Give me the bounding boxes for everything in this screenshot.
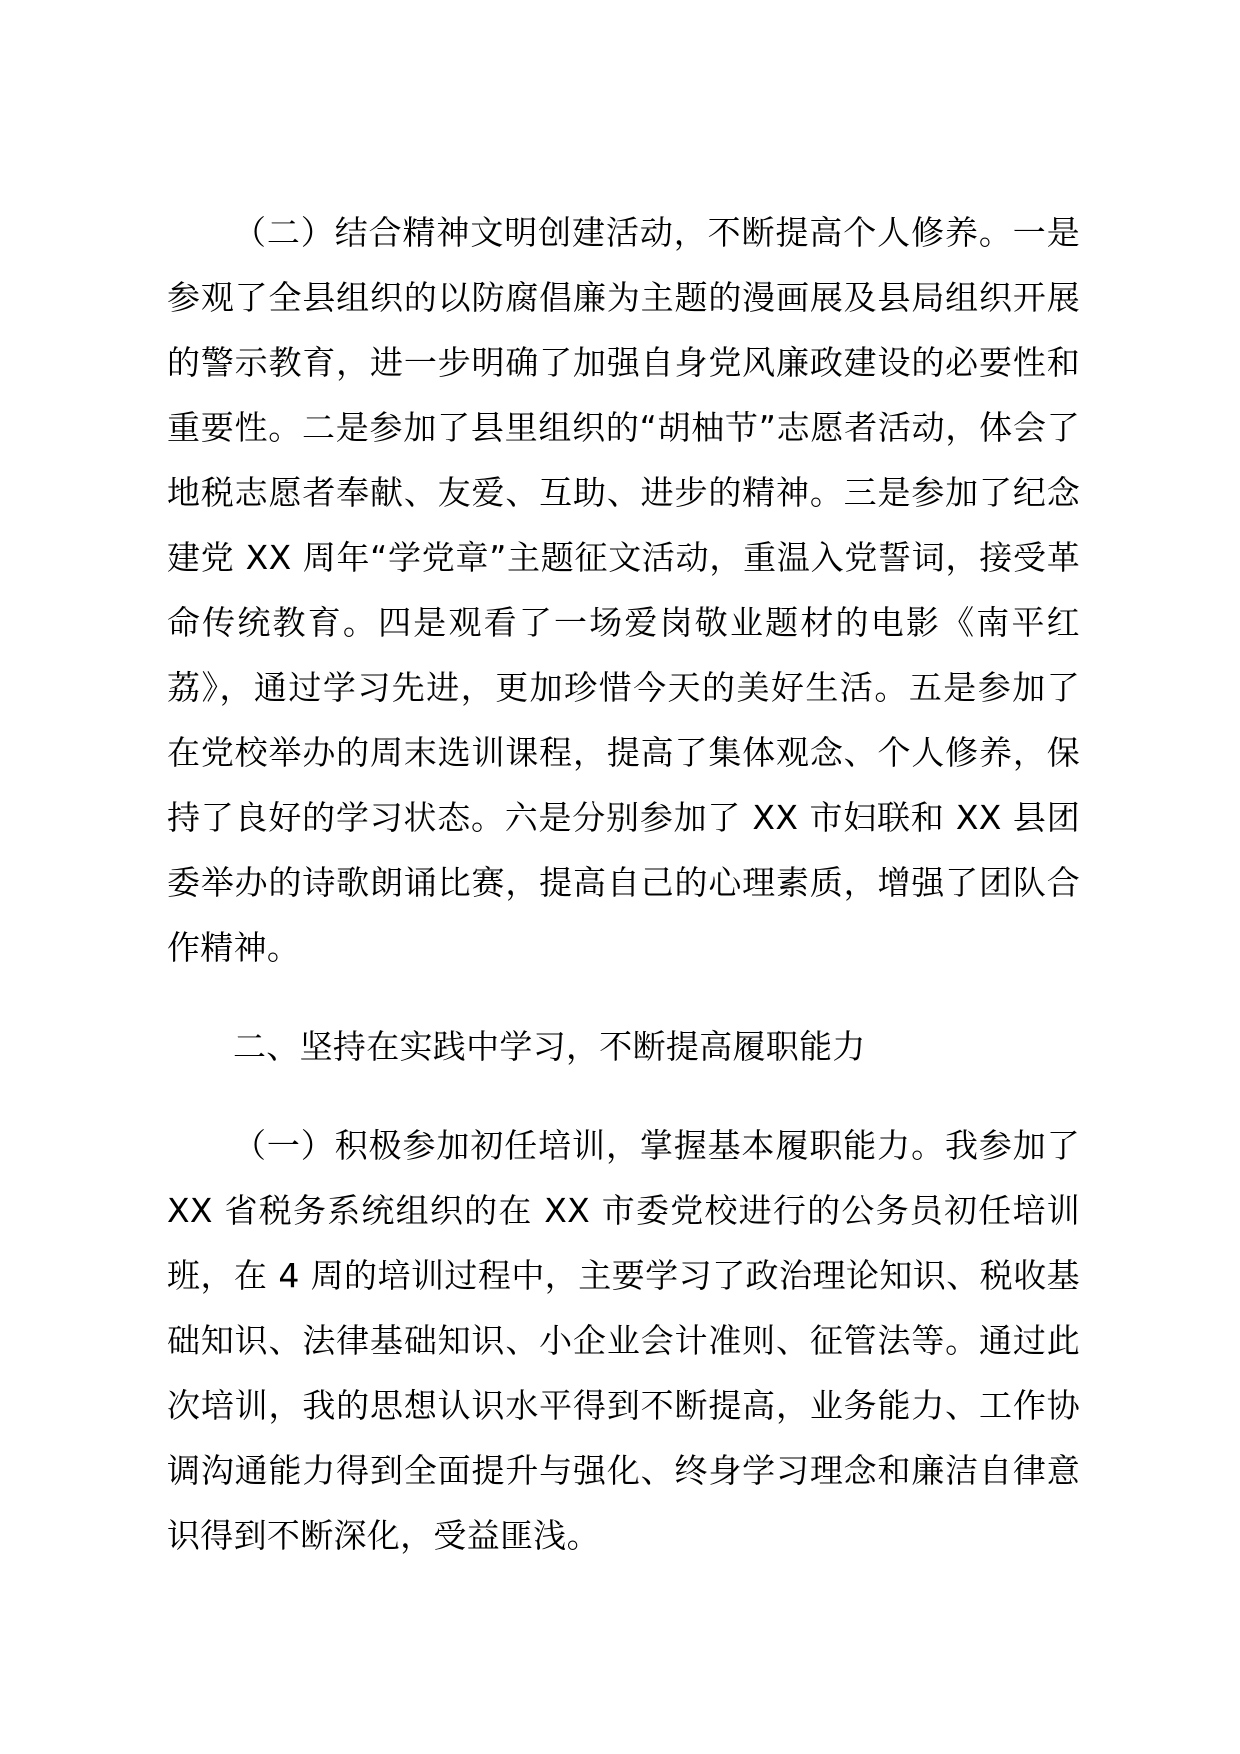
paragraph-initial-training: （一）积极参加初任培训，掌握基本履职能力。我参加了 XX 省税务系统组织的在 XX 市委党校进行的公务员初任培训班，在 4 周的培训过程中，主要学习了政治理论知识、税收基础知识、法律基础知识、小企业会计准则、征管法等。通过此次培训，我的思想认识水平得到不断提高，业务能力、工作协调沟通能力得到全面提升与强化、终身学习理念和廉洁自律意识得到不断深化，受益匪浅。	[167, 1126, 1080, 1555]
paragraph-spiritual-civilization: （二）结合精神文明创建活动，不断提高个人修养。一是参观了全县组织的以防腐倡廉为主题的漫画展及县局组织开展的警示教育，进一步明确了加强自身党风廉政建设的必要性和重要性。二是参加了县里组织的“胡柚节”志愿者活动，体会了地税志愿者奉献、友爱、互助、进步的精神。三是参加了纪念建党 XX 周年“学党章”主题征文活动，重温入党誓词，接受革命传统教育。四是观看了一场爱岗敬业题材的电影《南平红荔》，通过学习先进，更加珍惜今天的美好生活。五是参加了在党校举办的周末选训课程，提高了集体观念、个人修养，保持了良好的学习状态。六是分别参加了 XX 市妇联和 XX 县团委举办的诗歌朗诵比赛，提高自己的心理素质，增强了团队合作精神。	[167, 213, 1080, 967]
section-heading-practice-learning: 二、坚持在实践中学习，不断提高履职能力	[233, 1027, 866, 1066]
